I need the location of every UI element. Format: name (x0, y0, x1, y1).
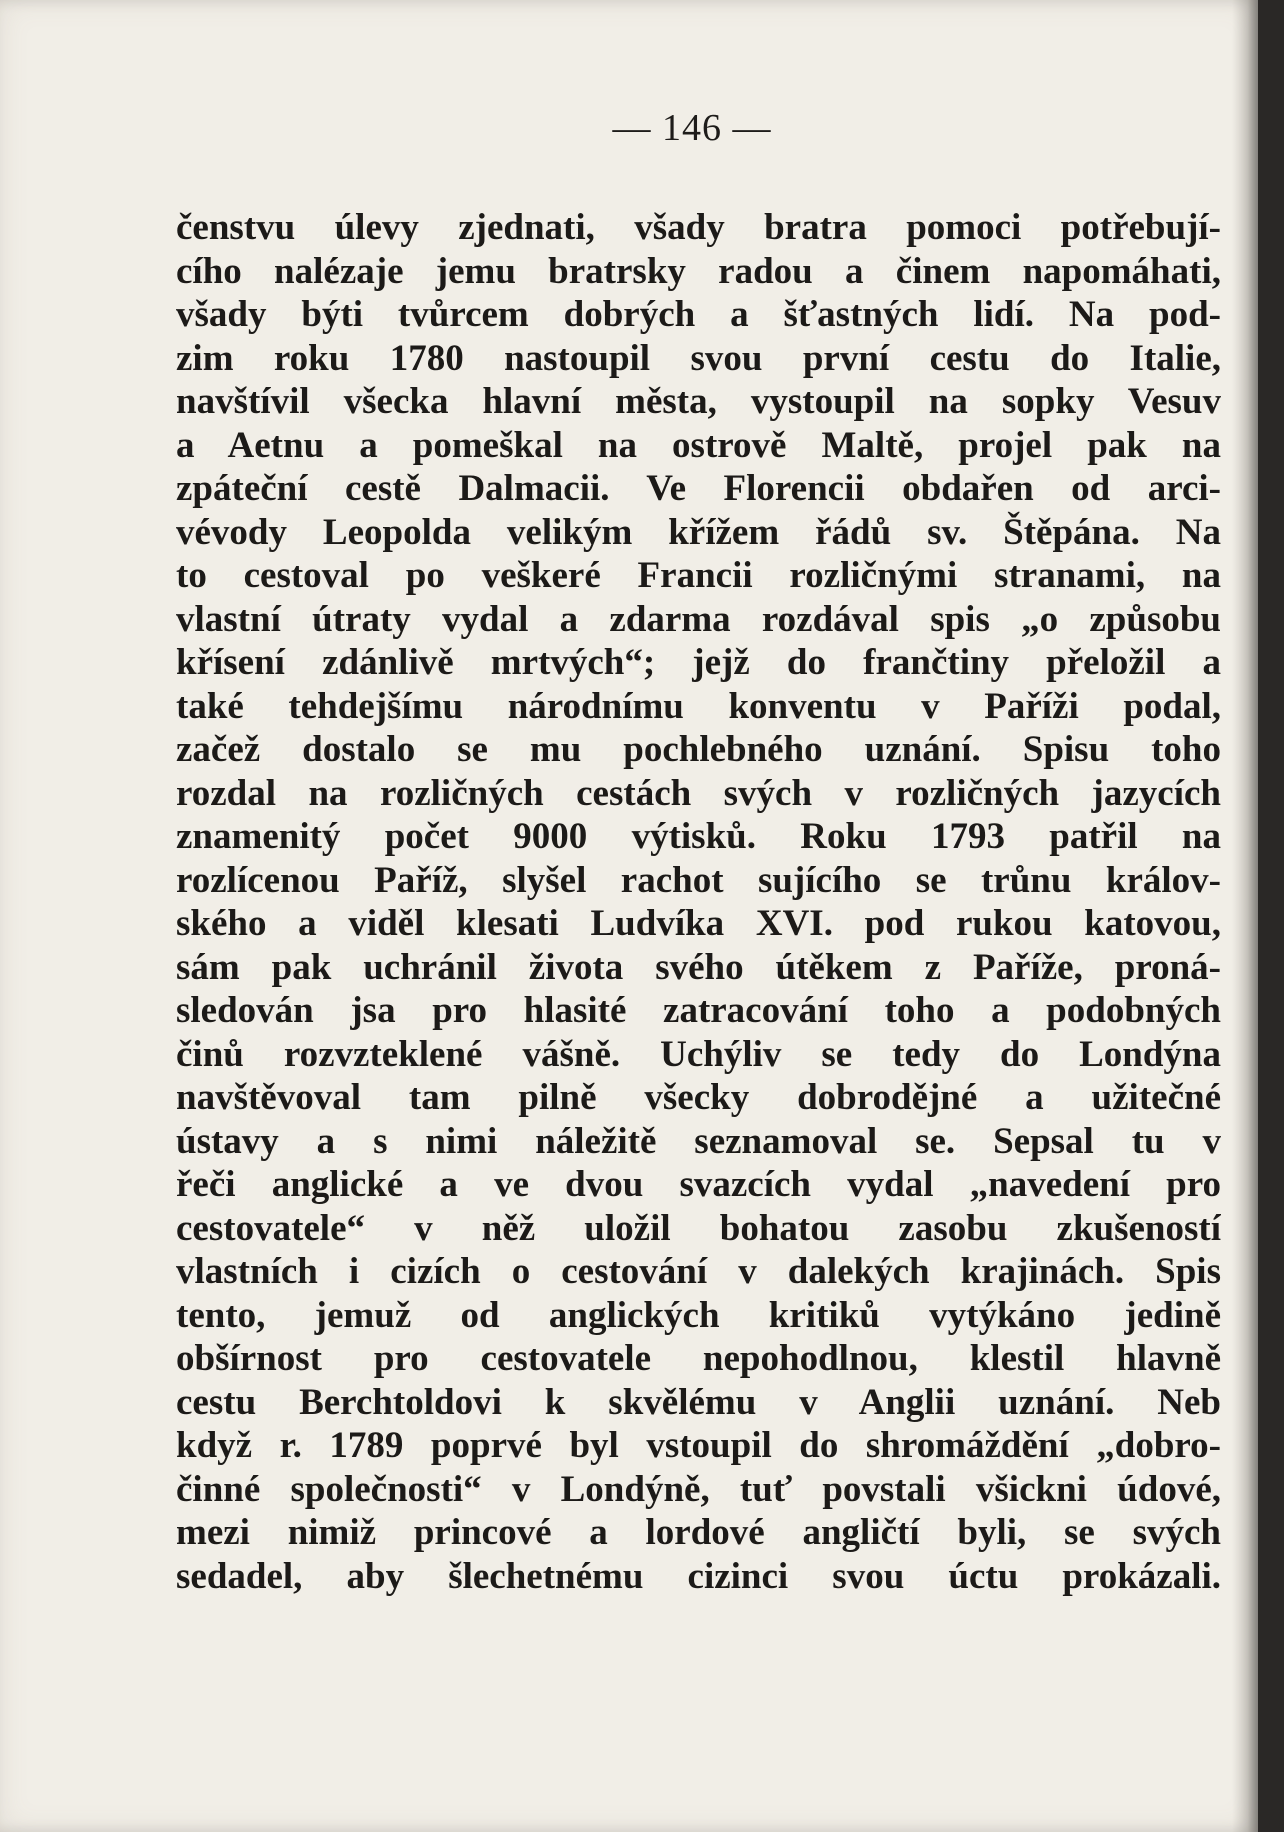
text-line: tento, jemuž od anglických kritiků vytýkáno jedině (176, 1294, 1221, 1336)
text-line: rozdal na rozličných cestách svých v rozličných jazycích (176, 772, 1221, 814)
text-line: cestu Berchtoldovi k skvělému v Anglii uznání. Neb (176, 1381, 1221, 1423)
body-text (176, 206, 1221, 1598)
text-line: znamenitý počet 9000 výtisků. Roku 1793 patřil na (176, 816, 1221, 857)
text-line: navštívil všecka hlavní města, vystoupil na sopky Vesuv (176, 381, 1221, 422)
text-line: mezi nimiž princové a lordové angličtí byli, se svých (176, 1512, 1221, 1553)
text-line: řeči anglické a ve dvou svazcích vydal „navedení pro (176, 1164, 1221, 1205)
text-line: zpáteční cestě Dalmacii. Ve Florencii obdařen od arci- (176, 468, 1221, 509)
text-line: začež dostalo se mu pochlebného uznání. Spisu toho (176, 729, 1221, 770)
text-line: obšírnost pro cestovatele nepohodlnou, klestil hlavně (176, 1338, 1221, 1379)
text-line: ústavy a s nimi náležitě seznamoval se. Sepsal tu v (176, 1120, 1221, 1162)
text-line: činné společnosti“ v Londýně, tuť povstali všickni údové, (176, 1468, 1221, 1510)
text-line: když r. 1789 poprvé byl vstoupil do shromáždění „dobro- (176, 1425, 1221, 1466)
text-line: rozlícenou Paříž, slyšel rachot sujícího se trůnu králov- (176, 859, 1221, 901)
page-number: — 146 — (612, 107, 772, 149)
text-line: vévody Leopolda velikým křížem řádů sv. Štěpána. Na (176, 511, 1221, 553)
text-line: navštěvoval tam pilně všecky dobrodějné a užitečné (176, 1077, 1221, 1118)
text-line: to cestoval po veškeré Francii rozličnými stranami, na (176, 555, 1221, 596)
text-line: a Aetnu a pomeškal na ostrově Maltě, projel pak na (176, 424, 1221, 466)
text-line: všady býti tvůrcem dobrých a šťastných lidí. Na pod- (176, 294, 1221, 335)
text-line: vlastní útraty vydal a zdarma rozdával spis „o způsobu (176, 598, 1221, 640)
text-line: čenstvu úlevy zjednati, všady bratra pomoci potřebují- (176, 207, 1221, 248)
text-line: vlastních i cizích o cestování v dalekých krajinách. Spis (176, 1251, 1221, 1292)
text-line: sledován jsa pro hlasité zatracování toho a podobných (176, 990, 1221, 1031)
text-line: sám pak uchránil života svého útěkem z Paříže, proná- (176, 946, 1221, 988)
text-line: ského a viděl klesati Ludvíka XVI. pod rukou katovou, (176, 903, 1221, 944)
text-line: křísení zdánlivě mrtvých“; jejž do frančtiny přeložil a (176, 642, 1221, 683)
text-line: také tehdejšímu národnímu konventu v Paříži podal, (176, 685, 1221, 727)
text-line: cího nalézaje jemu bratrsky radou a činem napomáhati, (176, 250, 1221, 292)
text-line: zim roku 1780 nastoupil svou první cestu do Italie, (176, 337, 1221, 379)
text-line-last: sedadel, aby šlechetnému cizinci svou úctu prokázali. (176, 1555, 1221, 1597)
page-gutter-shadow (1232, 0, 1258, 1832)
text-line: cestovatele“ v něž uložil bohatou zasobu zkušeností (176, 1207, 1221, 1249)
text-line: činů rozvzteklené vášně. Uchýliv se tedy do Londýna (176, 1033, 1221, 1075)
